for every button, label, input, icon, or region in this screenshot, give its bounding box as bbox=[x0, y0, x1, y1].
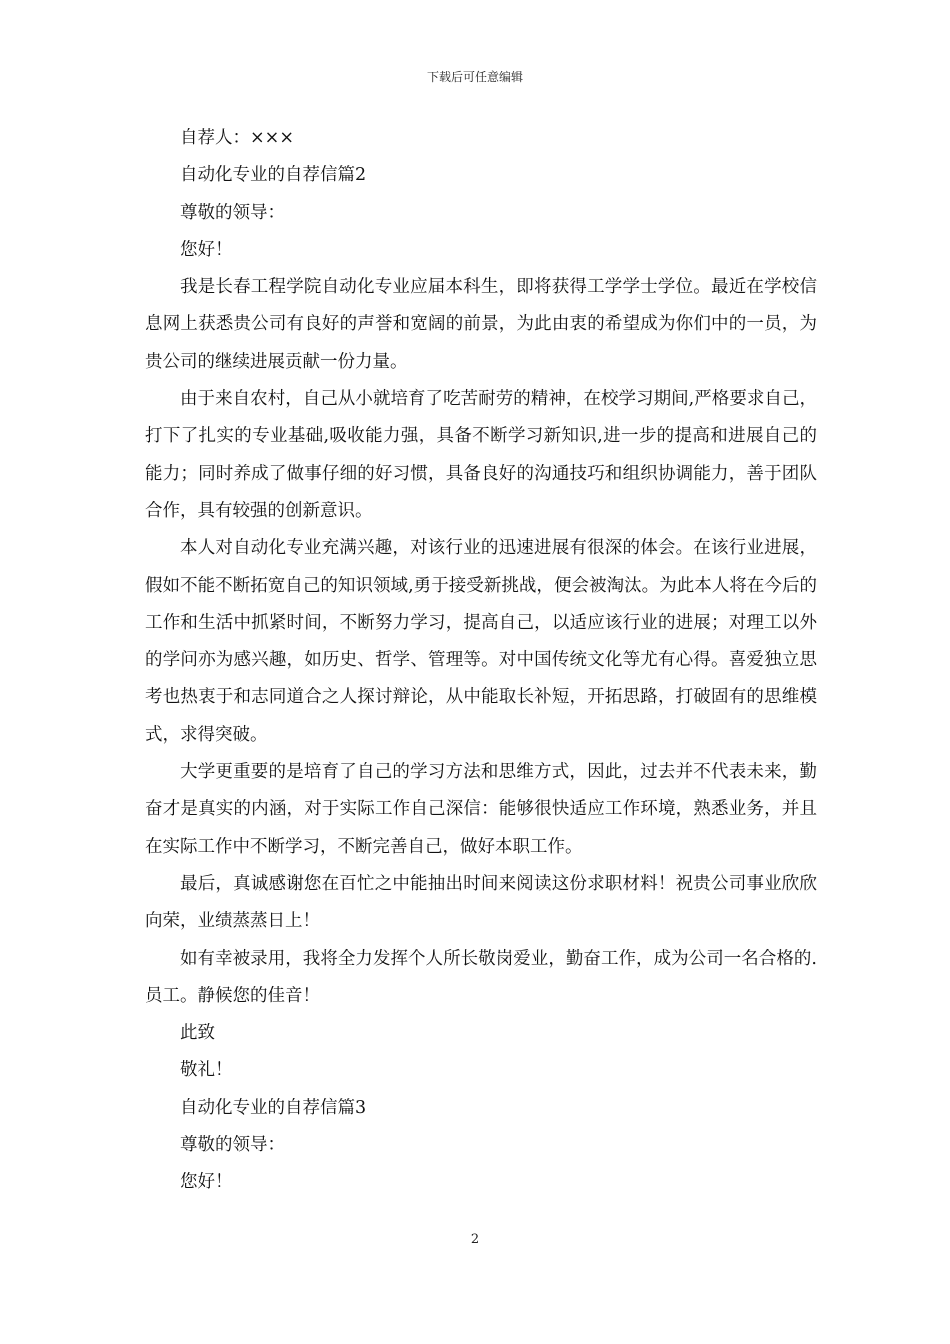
greeting: 您好！ bbox=[180, 239, 233, 260]
greeting: 您好！ bbox=[180, 1172, 233, 1193]
document-body bbox=[145, 120, 817, 1202]
closing-regards: 敬礼！ bbox=[180, 1060, 233, 1081]
body-paragraph: 由于来自农村，自己从小就培育了吃苦耐劳的精神，在校学习期间,严格要求自己，打下了扎实的专业基础,吸收能力强，具备不断学习新知识,进一步的提高和进展自己的能力；同时养成了做事仔细的好习惯，具备良好的沟通技巧和组织协调能力，善于团队合作，具有较强的创新意识。 bbox=[145, 389, 817, 521]
body-paragraph: 大学更重要的是培育了自己的学习方法和思维方式，因此，过去并不代表未来，勤奋才是真实的内涵，对于实际工作自己深信：能够很快适应工作环境，熟悉业务，并且在实际工作中不断学习，不断完善自己，做好本职工作。 bbox=[145, 762, 817, 857]
body-paragraph: 我是长春工程学院自动化专业应届本科生，即将获得工学学士学位。最近在学校信息网上获悉贵公司有良好的声誉和宽阔的前景，为此由衷的希望成为你们中的一员，为贵公司的继续进展贡献一份力量。 bbox=[145, 277, 817, 372]
signature-line: 自荐人：××× bbox=[180, 128, 294, 148]
section-title-letter-2: 自动化专业的自荐信篇2 bbox=[180, 165, 367, 186]
body-paragraph: 如有幸被录用，我将全力发挥个人所长敬岗爱业，勤奋工作，成为公司一名合格的.员工。静候您的佳音！ bbox=[145, 948, 817, 1006]
salutation: 尊敬的领导： bbox=[180, 1135, 285, 1156]
closing-line: 此致 bbox=[180, 1023, 215, 1044]
header-note: 下载后可任意编辑 bbox=[426, 70, 523, 84]
body-paragraph: 最后，真诚感谢您在百忙之中能抽出时间来阅读这份求职材料！祝贵公司事业欣欣向荣，业绩蒸蒸日上！ bbox=[145, 873, 817, 932]
section-title-letter-3: 自动化专业的自荐信篇3 bbox=[180, 1097, 367, 1118]
salutation: 尊敬的领导： bbox=[180, 202, 285, 223]
body-paragraph: 本人对自动化专业充满兴趣，对该行业的迅速进展有很深的体会。在该行业进展，假如不能不断拓宽自己的知识领域,勇于接受新挑战，便会被淘汰。为此本人将在今后的工作和生活中抓紧时间，不断努力学习，提高自己，以适应该行业的进展；对理工以外的学问亦为感兴趣，如历史、哲学、管理等。对中国传统文化等尤有心得。喜爱独立思考也热衷于和志同道合之人探讨辩论，从中能取长补短，开拓思路，打破固有的思维模式，求得突破。 bbox=[145, 538, 817, 745]
page-number: 2 bbox=[470, 1232, 480, 1247]
